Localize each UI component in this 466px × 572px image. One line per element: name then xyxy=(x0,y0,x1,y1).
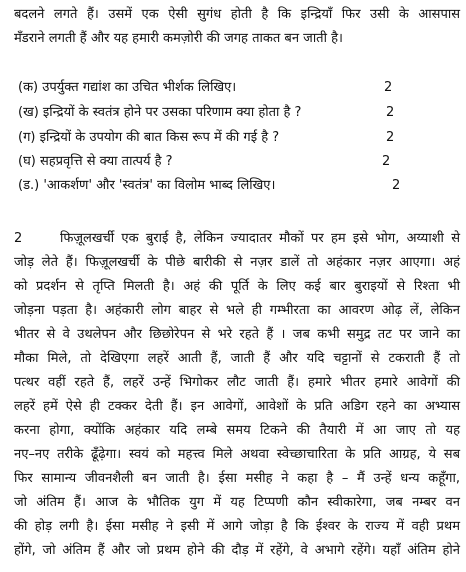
passage-line: जोड़ना पड़ता है। अहंकारी लोग बाहर से भले ही गम्भीरता का आवरण ओढ़ लें, लेकिन xyxy=(14,303,460,318)
question-kha-marks: 2 xyxy=(386,105,395,120)
question-gha: (घ) सहप्रवृत्ति से क्या तात्पर्य है ? xyxy=(18,154,173,169)
passage-line: मौका मिले, तो देखिएगा लहरें आती हैं, जाती हैं और यदि चट्टानों से टकराती हैं तो xyxy=(14,351,460,366)
passage-line: फिज़ूलखर्ची एक बुराई है, लेकिन ज्यादातर मौकों पर हम इसे भोग, अय्याशी से xyxy=(60,231,460,246)
passage-line: की होड़ लगी है। ईसा मसीह ने इसी में आगे जोड़ा है कि ईश्वर के राज्य में वही प्रथम xyxy=(14,519,460,534)
question-da: (ड.) 'आकर्शण' और 'स्वतंत्र' का विलोम भाब्द लिखिए। xyxy=(18,178,276,193)
question-ka-marks: 2 xyxy=(384,80,393,95)
passage-line: जो अंतिम हैं। आज के भौतिक युग में यह टिप्पणी कौन स्वीकारेगा, जब नम्बर वन xyxy=(14,495,460,510)
passage-line: भीतर से वे उथलेपन और छिछोरेपन से भरे रहते हैं । जब कभी समुद्र तट पर जाने का xyxy=(14,327,460,342)
question-gha-marks: 2 xyxy=(382,154,391,169)
passage-line: होंगे, जो अंतिम हैं और जो प्रथम होने की दौड़ में रहेंगे, वे अभागे रहेंगे। यहाँ अंतिम होने xyxy=(14,543,460,558)
passage-line: फिर सामान्य जीवनशैली बन जाती है। ईसा मसीह ने कहा है – मैं उन्हें धन्य कहूँगा, xyxy=(14,471,460,486)
question-ga-marks: 2 xyxy=(386,130,395,145)
passage-line: करना होगा, क्योंकि अहंकार यदि लम्बे समय टिकने की तैयारी में आ जाए तो यह xyxy=(14,423,460,438)
intro-line: बदलने लगते हैं। उसमें एक ऐसी सुगंध होती है कि इन्द्रियाँ फिर उसी के आसपास xyxy=(14,7,460,22)
passage-line: को प्रदर्शन से तृप्ति मिलती है। अहं की पूर्ति के लिए कई बार बुराइयों से रिश्ता भी xyxy=(14,279,460,294)
passage-line: जोड़ लेते हैं। फिज़ूलखर्ची के पीछे बारीकी से नज़र डालें तो अहंकार नज़र आएगा। अहं xyxy=(14,255,460,270)
passage-line: नए–नए तरीके ढूँढ़ेगा। स्वयं को महत्त्व मिले अथवा स्वेच्छाचारिता के प्रति आग्रह, ये सब xyxy=(14,447,460,462)
question-ga: (ग) इन्द्रियों के उपयोग की बात किस रूप में की गई है ? xyxy=(18,130,280,145)
passage-number: 2 xyxy=(14,231,23,246)
question-ka: (क) उपर्युक्त गद्यांश का उचित भीर्शक लिखिए। xyxy=(18,80,237,95)
intro-line: मँडराने लगती हैं और यह हमारी कमज़ोरी की जगह ताकत बन जाती है। xyxy=(14,31,343,46)
question-kha: (ख) इन्द्रियों के स्वतंत्र होने पर उसका परिणाम क्या होता है ? xyxy=(18,105,302,120)
question-da-marks: 2 xyxy=(392,178,401,193)
passage-line: लहरें हमें ऐसे ही टक्कर देती हैं। इन आवेगों, आवेशों के प्रति अडिग रहने का अभ्यास xyxy=(14,399,460,414)
passage-line: पत्थर वहीं रहते हैं, लहरें उन्हें भिगोकर लौट जाती हैं। हमारे भीतर हमारे आवेगों की xyxy=(14,375,460,390)
